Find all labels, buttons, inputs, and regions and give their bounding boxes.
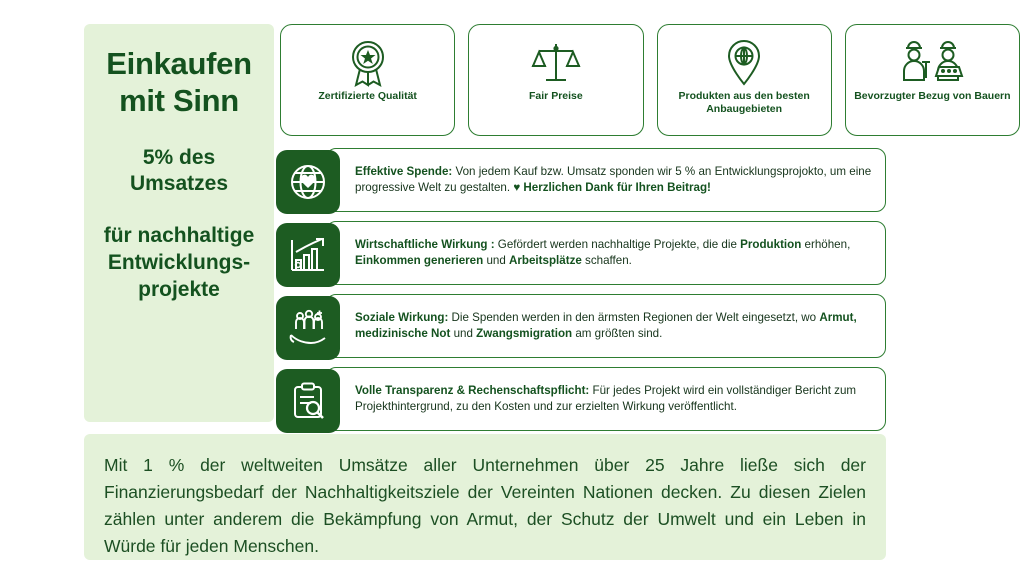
feature-card-certified-quality xyxy=(280,24,455,136)
impact-bold-1: Armut, medizinische Not xyxy=(355,310,857,340)
feature-card-fair-prices xyxy=(468,24,643,136)
award-rosette-icon xyxy=(342,34,394,90)
impact-body-text-4: schaffen. xyxy=(581,254,632,267)
left-highlight-panel xyxy=(84,24,274,422)
impact-row-transparency xyxy=(276,367,886,431)
impact-body-text: Die Spenden werden in den ärmsten Regionen der Welt eingesetzt, wo xyxy=(448,310,820,324)
feature-card-best-growing-regions xyxy=(657,24,832,136)
impact-text xyxy=(355,237,875,270)
impact-body-text: Gefördert werden nachhaltige Projekte, die die xyxy=(494,237,741,251)
impact-bold-2: Zwangsmigration xyxy=(476,327,573,340)
feature-label: Produkten aus den besten Anbaugebieten xyxy=(678,90,810,115)
impact-title: Effektive Spende: xyxy=(355,164,453,178)
growth-chart-icon xyxy=(276,223,340,287)
balance-scale-icon xyxy=(530,34,582,90)
impact-text xyxy=(355,164,875,197)
impact-text-container xyxy=(326,367,886,431)
bottom-note-panel xyxy=(84,434,886,560)
impact-body-text: Für jedes Projekt wird ein vollständiger Bericht zum Projekthintergrund, zu den Kosten und zur erzielten Wirkung veröffentlicht. xyxy=(355,383,857,413)
impact-title: Volle Transparenz & Rechenschaftspflicht: xyxy=(355,383,590,397)
feature-label: Fair Preise xyxy=(529,90,583,102)
page-title: Einkaufen mit Sinn xyxy=(106,46,252,118)
feature-card-preferred-farmers xyxy=(845,24,1020,136)
impact-row-effective-donation xyxy=(276,148,886,212)
clipboard-magnifier-icon xyxy=(276,369,340,433)
feature-label: Zertifizierte Qualität xyxy=(318,90,417,102)
impact-body-text-2: und xyxy=(450,327,477,340)
impact-list xyxy=(276,148,886,440)
impact-text xyxy=(355,383,875,416)
impact-text-container xyxy=(326,148,886,212)
feature-card-row xyxy=(280,24,1020,136)
impact-title: Soziale Wirkung: xyxy=(355,310,449,324)
impact-highlight: ♥ Herzlichen Dank für Ihren Beitrag! xyxy=(513,181,711,194)
location-pin-globe-icon xyxy=(721,34,767,90)
bottom-note-text: Mit 1 % der weltweiten Umsätze aller Unternehmen über 25 Jahre ließe sich der Finanzierungsbedarf der Nachhaltigkeitsziele der Vereinten Nationen decken. Zu diesen Zielen zählen unter anderem die Bekämpfung von Armut, der Schutz der Umwelt und ein Leben in Würde für jeden Menschen. xyxy=(104,455,866,557)
impact-bold-2: Einkommen generieren xyxy=(355,254,484,267)
left-panel-subtitle-2: für nachhaltige Entwicklungs-projekte xyxy=(103,223,255,302)
impact-bold-3: Arbeitsplätze xyxy=(509,254,582,267)
impact-body-text-2: erhöhen, xyxy=(801,237,851,251)
impact-text xyxy=(355,310,875,343)
impact-row-social-impact xyxy=(276,294,886,358)
impact-title: Wirtschaftliche Wirkung : xyxy=(355,237,495,251)
impact-body-text-3: am größten sind. xyxy=(572,327,663,340)
impact-bold-1: Produktion xyxy=(740,237,802,251)
impact-body-text: Von jedem Kauf bzw. Umsatz sponden wir 5 % an Entwicklungsprojokto, um eine progressive Welt zu gestalten. xyxy=(355,164,872,194)
impact-text-container xyxy=(326,294,886,358)
left-panel-subtitle-1: 5% des Umsatzes xyxy=(129,146,229,196)
impact-text-container xyxy=(326,221,886,285)
impact-row-economic-impact xyxy=(276,221,886,285)
impact-body-text-3: und xyxy=(483,254,510,267)
feature-label: Bevorzugter Bezug von Bauern xyxy=(854,90,1011,102)
globe-heart-icon xyxy=(276,150,340,214)
helping-hand-people-icon xyxy=(276,296,340,360)
farmers-icon xyxy=(896,34,968,90)
